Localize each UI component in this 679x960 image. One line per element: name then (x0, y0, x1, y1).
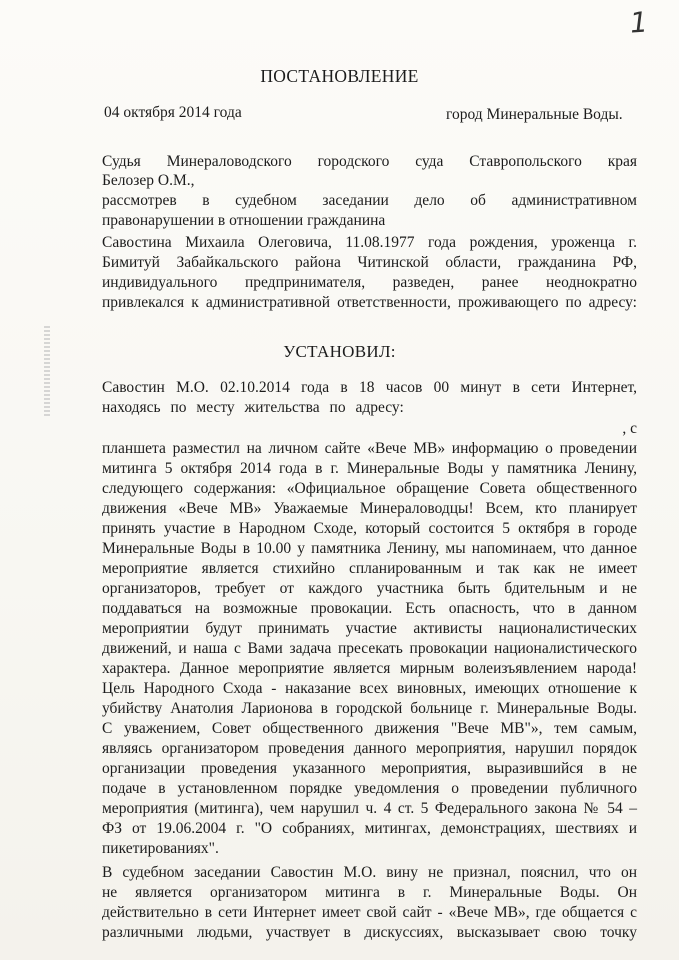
body-line: мероприятии будут принимать участие активисты националистических (102, 620, 637, 637)
intro-line: Бимитуй Забайкальского района Читинской области, гражданина РФ, (102, 254, 637, 271)
body-line: движений, и наша с Вами задача пресекать провокации националистического (102, 640, 637, 657)
scan-margin-mark (44, 326, 50, 416)
body-line: , с (622, 420, 637, 437)
intro-line: индивидуального предпринимателя, разведен, ранее неоднократно (102, 274, 637, 291)
document-title: ПОСТАНОВЛЕНИЕ (260, 66, 419, 86)
intro-line: Савостина Михаила Олеговича, 11.08.1977 года рождения, уроженца г. (102, 234, 637, 251)
body-line: убийству Анатолия Ларионова в городской больнице г. Минеральные Воды. (102, 700, 637, 717)
body-line: мероприятия (митинга), чем нарушил ч. 4 ст. 5 Федерального закона № 54 – (102, 800, 637, 817)
body-line: пикетированиях". (102, 840, 219, 857)
body-line: действительно в сети Интернет имеет свой сайт - «Вече МВ», где общается с (102, 904, 637, 921)
body-line: находясь по месту жительства по адресу: (102, 399, 404, 416)
body-line: следующего содержания: «Официальное обращение Совета общественного (102, 480, 637, 497)
body-line: митинга 5 октября 2014 года в г. Минеральные Воды у памятника Ленину, (102, 460, 637, 477)
intro-line: правонарушении в отношении гражданина (102, 212, 386, 229)
body-line: организации проведения указанного мероприятия, выразившийся в не (102, 760, 637, 777)
body-line: движения «Вече МВ» Уважаемые Минераловодцы! Всем, кто планирует (102, 500, 637, 517)
body-line: подаче в установленном порядке уведомления о проведении публичного (102, 780, 637, 797)
body-line: Минеральные Воды в 10.00 у памятника Ленину, мы напоминаем, что данное (102, 540, 637, 557)
body-line: являясь организатором проведения данного мероприятия, нарушил порядок (102, 740, 637, 757)
body-line: ФЗ от 19.06.2004 г. "О собраниях, митингах, демонстрациях, шествиях и (102, 820, 637, 837)
body-line: поддаваться на возможные провокации. Есть опасность, что в данном (102, 600, 637, 617)
body-line: Савостин М.О. 02.10.2014 года в 18 часов 00 минут в сети Интернет, (102, 379, 637, 396)
intro-line: привлекался к административной ответственности, проживающего по адресу: (102, 294, 637, 311)
page-number: 1 (628, 5, 649, 40)
section-heading: УСТАНОВИЛ: (283, 342, 396, 361)
body-line: различными людьми, участвует в дискуссиях, высказывает свою точку (102, 924, 637, 941)
document-date: 04 октября 2014 года (104, 104, 242, 121)
body-line: организаторов, требует от каждого участника быть бдительным и не (102, 580, 637, 597)
body-line: характера. Данное мероприятие является мирным волеизъявлением народа! (102, 660, 637, 677)
body-line: В судебном заседании Савостин М.О. вину не признал, пояснил, что он (102, 864, 637, 881)
body-line: С уважением, Совет общественного движения "Вече МВ"», тем самым, (102, 720, 637, 737)
intro-line: Белозер О.М., (102, 172, 195, 189)
intro-line: рассмотрев в судебном заседании дело об административном (102, 192, 637, 209)
document-city: город Минеральные Воды. (446, 106, 623, 123)
body-line: Цель Народного Схода - наказание всех виновных, имеющих отношение к (102, 680, 637, 697)
intro-line: Судья Минераловодского городского суда Ставропольского края (102, 153, 637, 170)
body-line: мероприятие является стихийно спланированным и так как не имеет (102, 560, 637, 577)
body-line: принять участие в Народном Сходе, который состоится 5 октября в городе (102, 520, 637, 537)
body-line: планшета разместил на личном сайте «Вече МВ» информацию о проведении (102, 440, 637, 457)
body-line: не является организатором митинга в г. Минеральные Воды. Он (102, 884, 637, 901)
